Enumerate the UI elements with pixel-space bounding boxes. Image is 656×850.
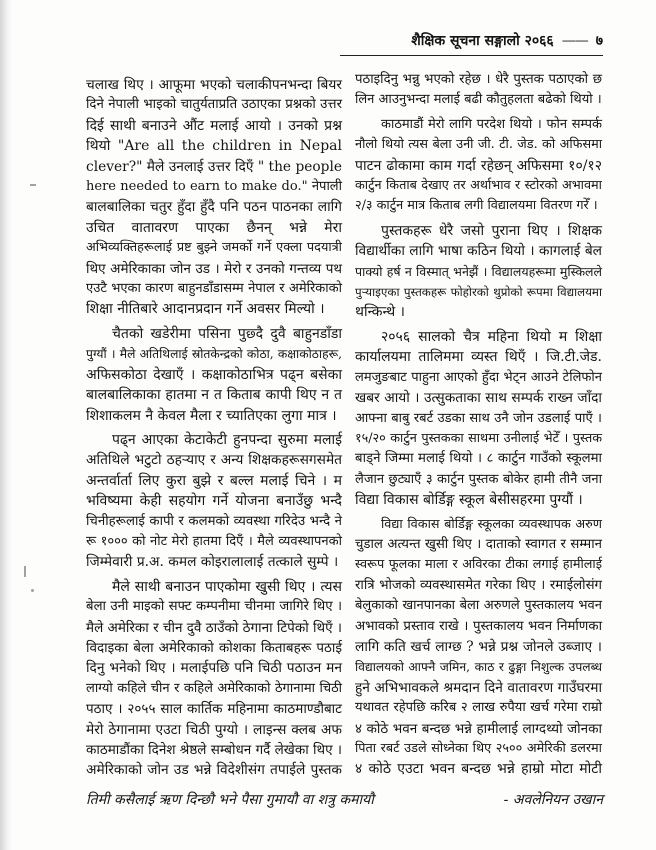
- scan-mark: [30, 184, 36, 186]
- text-line: अमेरिकाको जोन उड भन्ने विदेशीसंग तपाईले पुस्तक: [86, 762, 342, 779]
- text-line: खबर आयो । उत्सुकताका साथ सम्पर्क राख्न जाँदा: [355, 390, 602, 407]
- right-column: [355, 70, 602, 780]
- text-line: दिने नेपाली भाइको चातुर्यताप्रति उठाएका प्रश्नको उत्तर: [86, 97, 342, 113]
- text-line: उचित वातावरण पाएका छैनन् भन्ने मेरा: [86, 219, 342, 236]
- text-line: पठाए । २०५५ साल कार्तिक महिनामा काठमाण्डौबाट: [86, 701, 342, 718]
- paragraph: [355, 70, 602, 111]
- text-line: आफ्ना बाबु रबर्ट उडका साथ उनै जोन उडलाई पाएँ ।: [355, 410, 602, 426]
- text-line: चलाख थिए । आफूमा भएको चलाकीपनभन्दा बियर: [86, 77, 342, 93]
- text-line: मेरो ठेगानामा एउटा चिठी पुग्यो । लाइन्स क्लब अफ: [86, 721, 342, 738]
- running-header: [411, 30, 603, 52]
- text-line: रात्रि भोजको व्यवस्थासमेत गरेका थिए । रमाईलोसंग: [355, 577, 602, 593]
- text-line: थियो "Are all the children in Nepal: [86, 138, 342, 155]
- text-line: शिशाकलम नै केवल मैला र च्यातिएका लुगा मात्र ।: [86, 407, 337, 424]
- text-line: बालबालिकाका हातमा न त किताब कापी थिए न त: [86, 387, 342, 404]
- scan-edge-shadow: [0, 0, 12, 850]
- text-line: clever?" मैले उनलाई उत्तर दिएँ " the people: [86, 158, 342, 175]
- text-line: नौलो थियो त्यस बेला उनी जी. टी. जेड. को अफिसमा: [355, 137, 602, 153]
- text-line: बालबालिका चतुर हुँदा हुँदै पनि पठन पाठनका लागि: [86, 199, 342, 216]
- text-line: लिन आउनुभन्दा मलाई बढी कौतुहलता बढेको थियो ।: [355, 92, 602, 108]
- paragraph: [355, 515, 602, 780]
- text-line: कार्यालयमा तालिममा व्यस्त थिएँ । जि.टी.जेड.: [355, 349, 602, 366]
- text-line: २/३ कार्टुन मात्र किताब लगी विद्यालयमा वितरण गरेँ ।: [355, 198, 598, 214]
- scan-mark: [24, 566, 26, 577]
- text-line: काठमाडौंका दिनेश श्रेष्ठले सम्बोधन गर्दै लेखेका थिए ।: [86, 742, 342, 758]
- text-line: अभावको प्रस्ताव राखे । पुस्तकालय भवन निर्माणका: [355, 618, 602, 634]
- text-line: बेलुकाको खानपानका बेला अरुणले पुस्तकालय भवन: [355, 598, 602, 614]
- text-line: जिम्मेवारी प्र.अ. कमल कोइरालालाई तत्काले सुम्पे ।: [86, 554, 339, 571]
- text-line: विद्या विकास बोर्डिङ्ग स्कूल बेसीसहरमा पुग्यौं ।: [355, 492, 583, 509]
- text-line: कार्टुन किताब देखाए तर अर्थाभाव र स्टोरको अभावमा: [355, 178, 602, 194]
- paragraph: [86, 75, 342, 320]
- text-line: विद्यार्थीका लागि भाषा कठिन थियो । कागलाई बेल: [355, 243, 602, 260]
- text-line: ४ कोठे भवन बन्दछ भन्ने हामीलाई लाग्दथ्यो जोनका: [355, 720, 602, 737]
- text-line: पठाइदिनु भन्नु भएको रहेछ । धेरै पुस्तक पठाएको छ: [355, 72, 602, 87]
- text-line: बेला उनी माइको सफ्ट कम्पनीमा चीनमा जागिरे थिए ।: [86, 599, 342, 615]
- text-line: एउटै भएका कारण बाहुनडाँडासम्म नेपाल र अमेरिकाको: [86, 281, 342, 297]
- text-line: अन्तर्वार्ता लिए कुरा बुझे र बल्ल मलाई चिने । म: [86, 472, 342, 489]
- text-line: लमजुङबाट पाहुना आएको हुँदा भेट्न आउने टेलिफोन: [355, 369, 602, 385]
- text-line: ४ कोठे एउटा भवन बन्दछ भन्ने हाम्रो मोटा मोटी: [355, 761, 602, 778]
- page-footer: [86, 789, 603, 811]
- text-line: शिक्षा नीतिबारे आदानप्रदान गर्ने अवसर मिल्यो ।: [86, 301, 325, 318]
- text-line: १५/२० कार्टुन पुस्तकका साथमा उनीलाई भेटेँ । पुस्तक: [355, 430, 602, 446]
- text-line: लाग्यो कहिले चीन र कहिले अमेरिकाको ठेगानामा चिठी: [86, 680, 342, 696]
- footer-proverb: तिमी कसैलाई ऋण दिन्छौ भने पैसा गुमायौ वा शत्रु कमायौ: [86, 792, 374, 808]
- paragraph: [86, 577, 342, 781]
- text-line: थिए अमेरिकाका जोन उड । मेरो र उनको गन्तव्य पथ: [86, 260, 342, 277]
- text-line: अतिथिले भटुटो ठहऱ्याए र अन्य शिक्षकहरूसगसमेत: [86, 452, 342, 469]
- text-line: लागि कति खर्च लाग्छ ? भन्ने प्रश्न जोनले उब्जाए ।: [355, 638, 602, 655]
- paragraph: [355, 115, 602, 217]
- footer-attribution: - अवलेनियन उखान: [503, 792, 603, 808]
- text-line: पाक्यो हर्ष न विस्मात् भनेझैं । विद्यालयहरूमा मुस्किलले: [355, 263, 602, 279]
- text-line: चिनीहरूलाई कापी र कलमको व्यवस्था गरिदेउ भन्दै ने: [86, 513, 342, 529]
- text-line: दिई साथी बनाउने औंट मलाई आयो । उनको प्रश्न: [86, 117, 342, 134]
- paragraph: [355, 327, 602, 511]
- text-line: विदाइका बेला अमेरिकाको कोशका किताबहरू पठाई: [86, 639, 342, 656]
- text-line: पुस्तकहरू धेरै जसो पुराना थिए । शिक्षक: [381, 222, 602, 239]
- paragraph: [355, 221, 602, 323]
- text-line: अभिव्यक्तिहरूलाई प्रष्ट बुझ्ने जमर्को गर्ने एक्ला पदयात्री: [86, 240, 342, 256]
- text-line: लैजान छुट्याएँ ३ कार्टुन पुस्तक बोकेर हामी तीनै जना: [355, 471, 602, 487]
- text-line: पाटन ढोकामा काम गर्दा रहेछन् अफिसमा १०/१२: [355, 157, 602, 174]
- text-line: पुग्यौं । मैले अतिथिलाई स्रोतकेन्द्रको कोठा, कक्षाकोठाहरू,: [86, 347, 342, 362]
- paragraph: [86, 430, 342, 573]
- text-line: चुडाल अत्यन्त खुसी थिए । दाताको स्वागत र सम्मान: [355, 536, 602, 552]
- text-line: चैतको खडेरीमा पसिना पुछ्दै दुवै बाहुनडाँडा: [112, 325, 342, 342]
- text-line: काठमाडौं मेरो लागि परदेश थियो । फोन सम्पर्क: [381, 116, 602, 132]
- text-line: भविष्यमा केही सहयोग गर्ने योजना बनाउँछु भन्दै: [86, 493, 342, 510]
- text-line: पुऱ्याइएका पुस्तकहरू फोहोरको थुप्रोको रूपमा विद्यालयमा: [355, 285, 602, 300]
- text-line: अफिसकोठा देखाएँ । कक्षाकोठाभित्र पढ्न बसेका: [86, 366, 342, 383]
- text-line: बाड्ने जिम्मा मलाई थियो । ८ कार्टुन गाउँको स्कूलमा: [355, 451, 602, 467]
- text-line: २०५६ सालको चैत्र महिना थियो म शिक्षा: [381, 328, 602, 345]
- scan-mark: [31, 589, 34, 592]
- header-rule: [340, 55, 603, 56]
- text-line: यथावत रहेपछि करिब २ लाख रुपैया खर्च गरेमा राम्रो: [355, 700, 602, 716]
- text-line: थन्किन्थे ।: [355, 304, 405, 321]
- text-line: विद्या विकास बोर्डिङ्ग स्कूलका व्यवस्थापक अरुण: [381, 516, 602, 532]
- text-line: हुने अभिभावकले श्रमदान दिने वातावरण गाउँघरमा: [355, 679, 602, 696]
- publication-title: शैक्षिक सूचना सङ्गालो २०६६: [411, 33, 554, 49]
- text-line: दिनु भनेको थिए । मलाईपछि पनि चिठी पठाउन मन: [86, 660, 342, 677]
- text-line: स्वरूप फूलका माला र अविरका टीका लगाई हामीलाई: [355, 557, 602, 573]
- text-line: पिता रबर्ट उडले सोध्नेका थिए २५०० अमेरिकी डलरमा: [355, 741, 602, 756]
- paragraph: [86, 324, 342, 426]
- header-separator: ——: [561, 33, 588, 49]
- page-number: ७: [595, 33, 603, 49]
- text-line: मैले अमेरिका र चीन दुवै ठाउँको ठेगाना टिपेको थिएँ ।: [86, 619, 342, 636]
- text-line: रू १००० को नोट मेरो हातमा दिएँ । मैले व्यवस्थापनको: [86, 533, 342, 549]
- text-line: मैले साथी बनाउन पाएकोमा खुसी थिए । त्यस: [112, 578, 342, 595]
- text-line: here needed to earn to make do." नेपाली: [86, 179, 342, 195]
- text-line: विद्यालयको आफ्नै जमिन, काठ र ढुङ्गा निशुल्क उपलब्ध: [355, 660, 602, 675]
- left-column: [86, 75, 342, 781]
- text-line: पढ्न आएका केटाकेटी हुनपन्दा सुरुमा मलाई: [112, 431, 342, 448]
